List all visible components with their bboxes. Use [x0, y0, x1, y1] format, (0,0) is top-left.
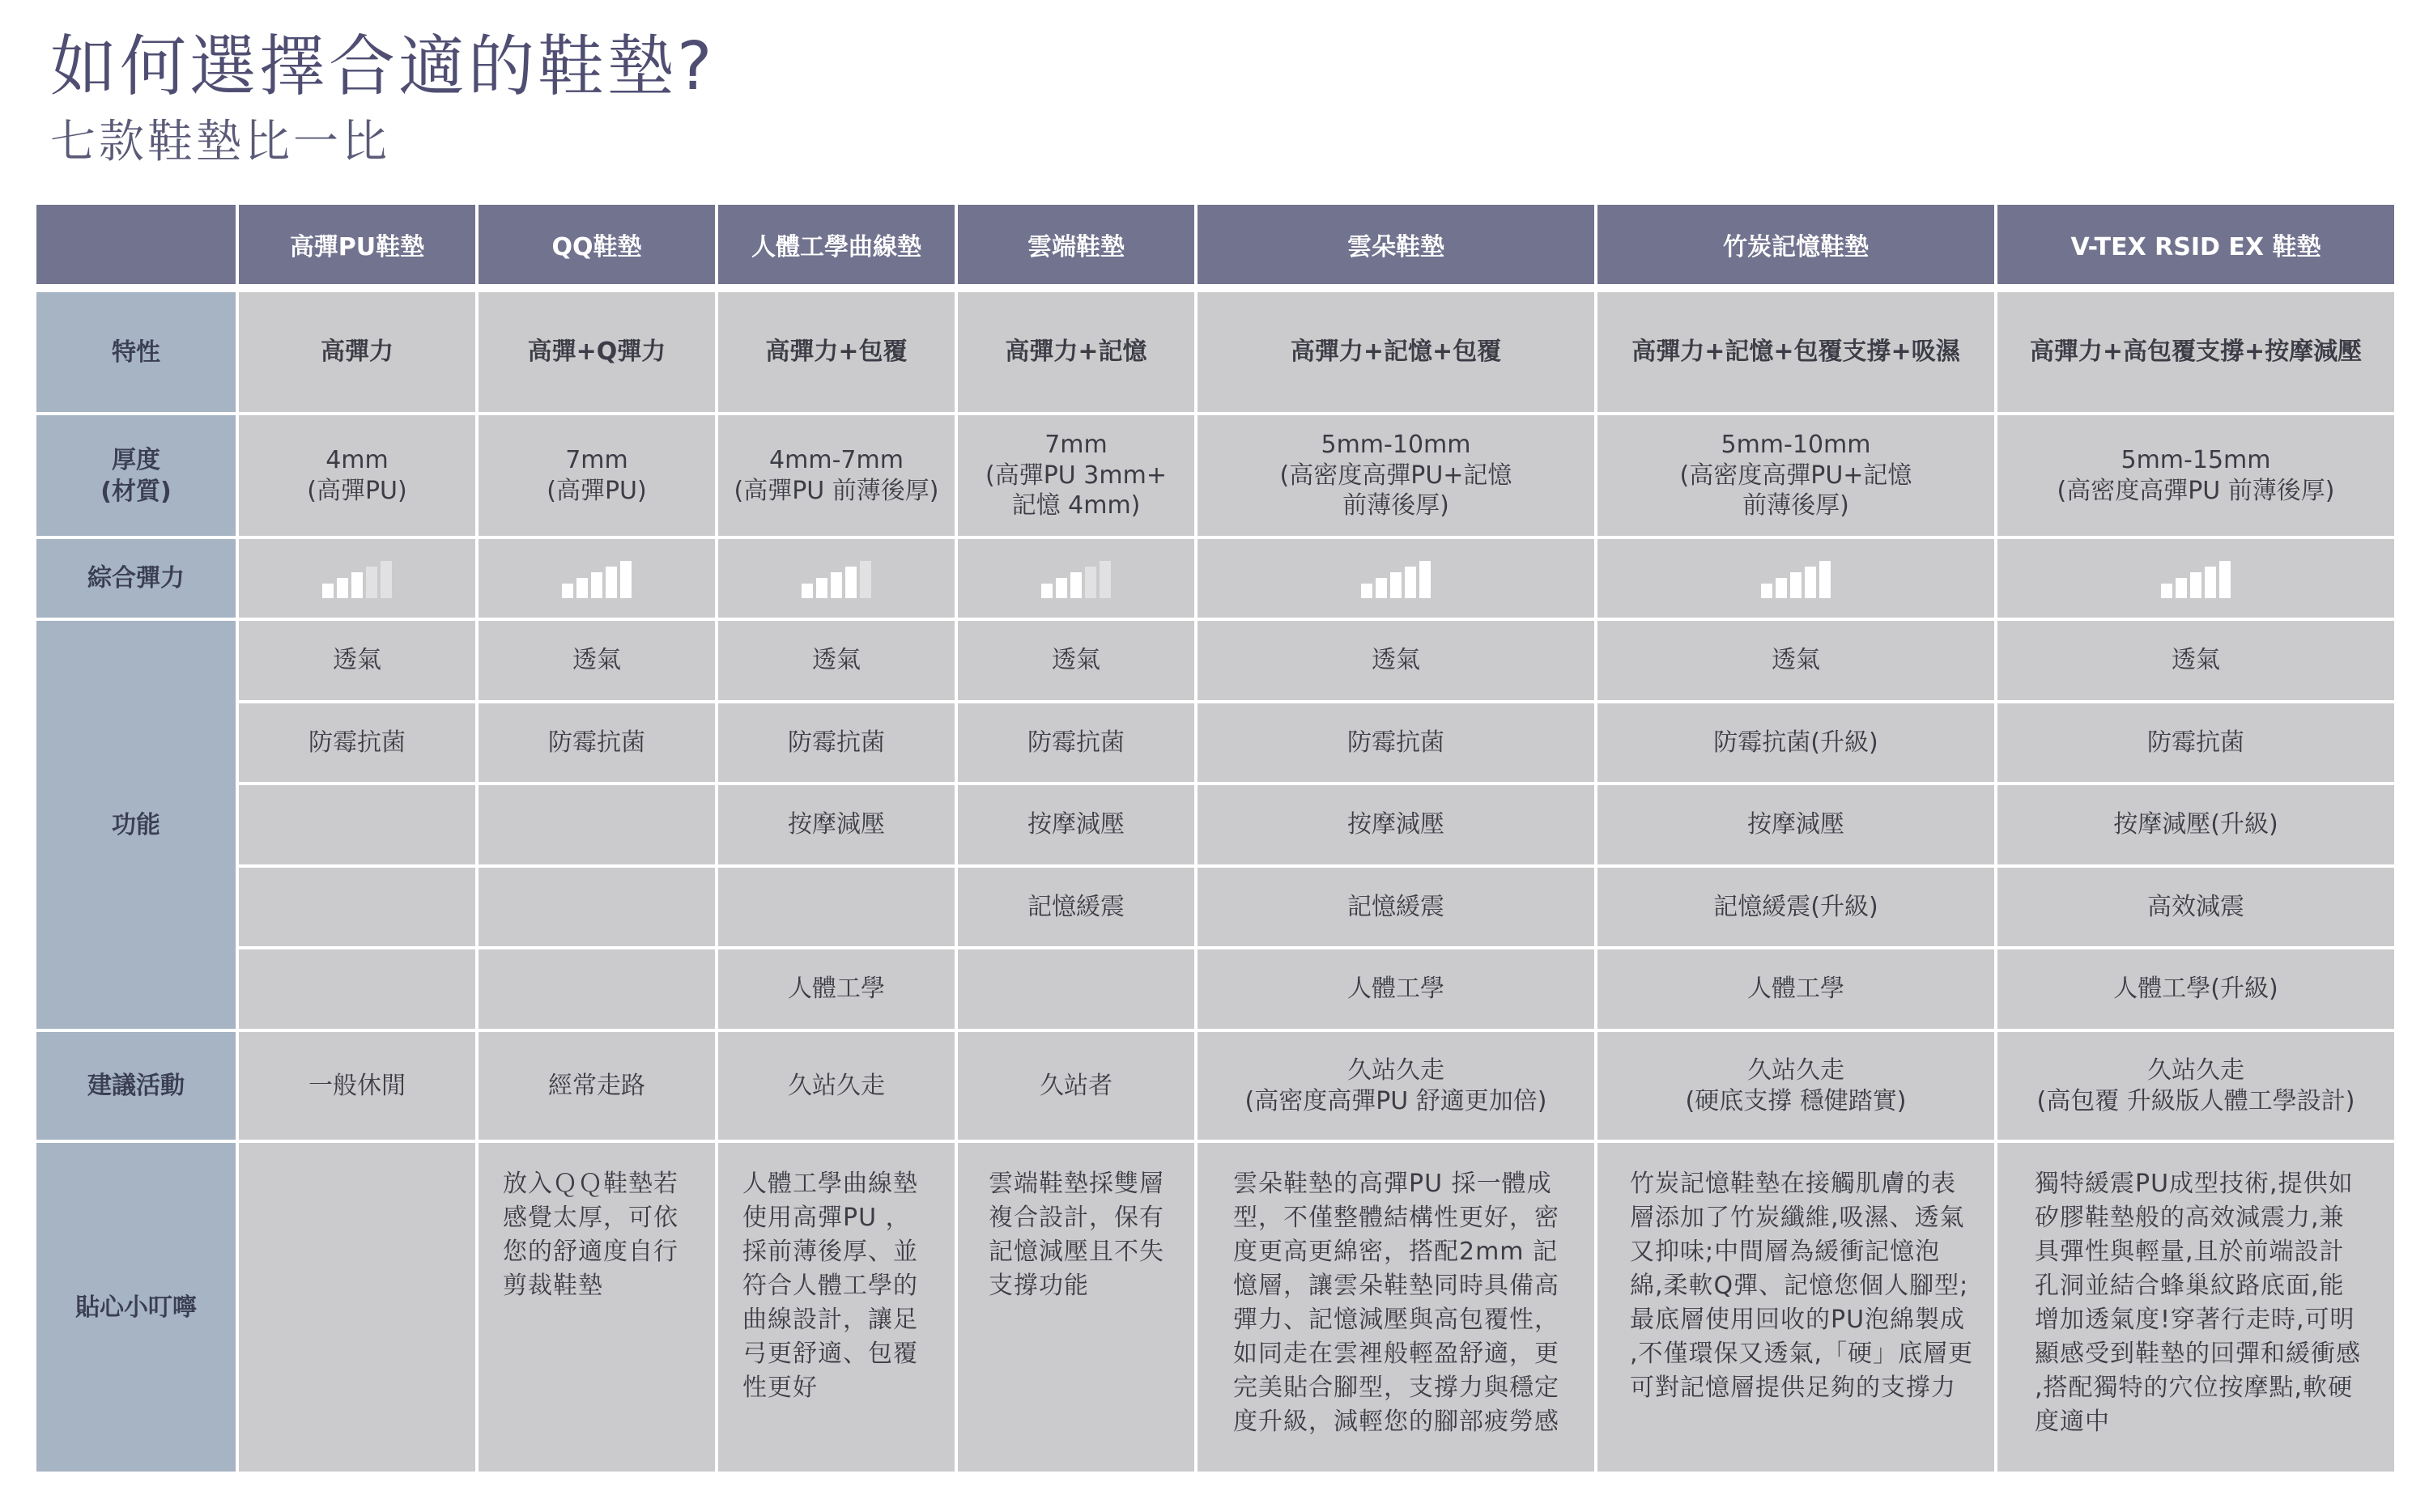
feature-cell: 高彈力+記憶+包覆支撐+吸濕 [1597, 292, 1997, 415]
thickness-cell [958, 415, 1197, 539]
thickness-cell [239, 415, 479, 539]
tip-line: 完美貼合腳型，支撐力與穩定 [1233, 1374, 1559, 1402]
elasticity-bar [1805, 567, 1816, 598]
tip-cell [958, 1143, 1197, 1472]
activity-line: 經常走路 [548, 1071, 645, 1100]
function-cell [718, 868, 958, 949]
elasticity-bar [2190, 572, 2201, 598]
function-cell [479, 949, 718, 1032]
thickness-line: (高彈PU) [307, 476, 407, 505]
thickness-line: (高彈PU 3mm+ [985, 461, 1167, 490]
thickness-cell [479, 415, 718, 539]
activity-cell [718, 1032, 958, 1143]
function-cell: 透氣 [1997, 621, 2397, 703]
elasticity-cell [1597, 539, 1997, 621]
thickness-line: (高彈PU) [547, 476, 647, 505]
elasticity-cell [718, 539, 958, 621]
tip-line: 雲朵鞋墊的高彈PU 採一體成 [1233, 1170, 1552, 1198]
elasticity-bar [351, 572, 363, 598]
thickness-line: (高密度高彈PU+記憶 [1679, 461, 1912, 490]
thickness-line: 5mm-15mm [2121, 446, 2271, 474]
row-label-tips: 貼心小叮嚀 [36, 1143, 239, 1472]
tip-line: 顯感受到鞋墊的回彈和緩衝感 [2035, 1340, 2361, 1368]
function-cell: 防霉抗菌(升級) [1597, 703, 1997, 785]
tip-line: 度更高更綿密，搭配2mm 記 [1233, 1238, 1559, 1266]
elasticity-bar [2205, 567, 2216, 598]
column-header: 雲朵鞋墊 [1197, 205, 1597, 292]
elasticity-bar [1056, 578, 1067, 598]
thickness-line: 前薄後厚) [1342, 491, 1449, 520]
thickness-line: (高密度高彈PU+記憶 [1279, 461, 1512, 490]
tip-line: 增加透氣度!穿著行走時,可明 [2035, 1306, 2355, 1334]
header-corner [36, 205, 239, 292]
thickness-line: 5mm-10mm [1321, 431, 1471, 460]
function-cell: 透氣 [479, 621, 718, 703]
tip-line: 弓更舒適、包覆 [742, 1340, 918, 1368]
tip-line: 使用高彈PU ， [742, 1204, 911, 1232]
function-cell: 記憶緩震(升級) [1597, 868, 1997, 949]
column-header: QQ鞋墊 [479, 205, 718, 292]
row-label-feature: 特性 [36, 292, 239, 415]
elasticity-bar [322, 584, 334, 598]
tip-line: 度升級，減輕您的腳部疲勞感 [1233, 1408, 1559, 1436]
function-cell: 防霉抗菌 [1997, 703, 2397, 785]
column-header: 人體工學曲線墊 [718, 205, 958, 292]
column-header: 雲端鞋墊 [958, 205, 1197, 292]
elasticity-bar [576, 578, 588, 598]
elasticity-meter [322, 559, 392, 598]
function-cell [479, 785, 718, 868]
thickness-cell [1197, 415, 1597, 539]
feature-cell: 高彈+Q彈力 [479, 292, 718, 415]
tip-line: 支撐功能 [989, 1272, 1089, 1300]
elasticity-bar [1419, 561, 1431, 598]
page-subtitle: 七款鞋墊比一比 [50, 116, 390, 168]
thickness-line: 4mm-7mm [769, 446, 904, 474]
tip-line: 複合設計，保有 [989, 1204, 1164, 1232]
activity-line: (高密度高彈PU 舒適更加倍) [1244, 1086, 1547, 1115]
elasticity-bar [1361, 584, 1372, 598]
function-cell [239, 785, 479, 868]
function-cell: 防霉抗菌 [239, 703, 479, 785]
tip-line: 度適中 [2035, 1408, 2110, 1436]
activity-line: 久站久走 [1347, 1056, 1444, 1085]
tip-line: 具彈性與輕量,且於前端設計 [2035, 1238, 2345, 1266]
function-cell: 透氣 [718, 621, 958, 703]
feature-cell: 高彈力+記憶+包覆 [1197, 292, 1597, 415]
activity-cell [1597, 1032, 1997, 1143]
elasticity-bar [366, 567, 377, 598]
elasticity-meter [562, 559, 632, 598]
elasticity-bar [2161, 584, 2172, 598]
tip-line: 綿,柔軟Q彈、記憶您個人腳型; [1630, 1272, 1969, 1300]
feature-cell: 高彈力+包覆 [718, 292, 958, 415]
activity-cell [958, 1032, 1197, 1143]
elasticity-bar [1070, 572, 1082, 598]
function-cell: 按摩減壓 [958, 785, 1197, 868]
tip-line: 雲端鞋墊採雙層 [989, 1170, 1164, 1198]
tip-line: 又抑味;中間層為緩衝記憶泡 [1630, 1238, 1941, 1266]
page-title: 如何選擇合適的鞋墊? [50, 28, 716, 105]
activity-cell [239, 1032, 479, 1143]
function-cell: 高效減震 [1997, 868, 2397, 949]
function-cell: 防霉抗菌 [718, 703, 958, 785]
elasticity-bar [1100, 561, 1111, 598]
thickness-line: 記憶 4mm) [1011, 491, 1141, 520]
thickness-line: 5mm-10mm [1721, 431, 1871, 460]
column-header: 竹炭記憶鞋墊 [1597, 205, 1997, 292]
elasticity-bar [831, 572, 842, 598]
activity-line: (高包覆 升級版人體工學設計) [2036, 1086, 2355, 1115]
elasticity-bar [606, 567, 617, 598]
tip-line: 型，不僅整體結構性更好，密 [1233, 1204, 1559, 1232]
tip-line: 剪裁鞋墊 [503, 1272, 603, 1300]
elasticity-bar [2176, 578, 2187, 598]
tip-line: 竹炭記憶鞋墊在接觸肌膚的表 [1630, 1170, 1956, 1198]
tip-line: ,不僅環保又透氣,「硬」底層更 [1630, 1340, 1974, 1368]
thickness-line: 7mm [565, 446, 628, 474]
activity-line: 久站久走 [2147, 1056, 2244, 1085]
comparison-table [36, 205, 2393, 1476]
thickness-cell [718, 415, 958, 539]
tip-line: 性更好 [742, 1374, 818, 1402]
elasticity-bar [1790, 572, 1802, 598]
elasticity-bar [1776, 578, 1787, 598]
elasticity-meter [802, 559, 871, 598]
elasticity-cell [1197, 539, 1597, 621]
row-label-line: 厚度 [112, 445, 160, 474]
thickness-line: 前薄後厚) [1742, 491, 1849, 520]
tip-line: 矽膠鞋墊般的高效減震力,兼 [2035, 1204, 2345, 1232]
tip-cell [1597, 1143, 1997, 1472]
elasticity-bar [562, 584, 573, 598]
tip-cell [1197, 1143, 1597, 1472]
function-cell: 防霉抗菌 [479, 703, 718, 785]
column-header: 高彈PU鞋墊 [239, 205, 479, 292]
elasticity-bar [1405, 567, 1416, 598]
activity-cell [479, 1032, 718, 1143]
tip-line: 曲線設計，讓足 [742, 1306, 918, 1334]
function-cell: 按摩減壓 [1197, 785, 1597, 868]
elasticity-meter [1361, 559, 1431, 598]
tip-line: 可對記憶層提供足夠的支撐力 [1630, 1374, 1956, 1402]
column-header: V-TEX RSID EX 鞋墊 [1997, 205, 2397, 292]
tip-line: ,搭配獨特的穴位按摩點,軟硬 [2035, 1374, 2354, 1402]
row-label-function: 功能 [36, 621, 239, 1032]
activity-line: 久站者 [1040, 1071, 1112, 1100]
function-cell: 防霉抗菌 [958, 703, 1197, 785]
activity-cell [1197, 1032, 1597, 1143]
function-cell: 人體工學(升級) [1997, 949, 2397, 1032]
elasticity-bar [591, 572, 602, 598]
function-cell [479, 868, 718, 949]
elasticity-bar [845, 567, 857, 598]
elasticity-cell [479, 539, 718, 621]
row-label-thickness [36, 415, 239, 539]
tip-line: 憶層，讓雲朵鞋墊同時具備高 [1233, 1272, 1559, 1300]
elasticity-bar [1376, 578, 1387, 598]
feature-cell: 高彈力+記憶 [958, 292, 1197, 415]
elasticity-bar [802, 584, 813, 598]
feature-cell: 高彈力 [239, 292, 479, 415]
function-cell: 透氣 [958, 621, 1197, 703]
thickness-cell [1997, 415, 2397, 539]
elasticity-bar [1390, 572, 1402, 598]
function-cell: 人體工學 [1197, 949, 1597, 1032]
tip-cell [479, 1143, 718, 1472]
tip-line: 人體工學曲線墊 [742, 1170, 918, 1198]
elasticity-bar [1819, 561, 1831, 598]
elasticity-bar [1041, 584, 1053, 598]
function-cell [958, 949, 1197, 1032]
activity-line: 久站久走 [788, 1071, 885, 1100]
tip-line: 孔洞並結合蜂巢紋路底面,能 [2035, 1272, 2345, 1300]
elasticity-bar [1085, 567, 1096, 598]
tip-line: 獨特緩震PU成型技術,提供如 [2035, 1170, 2354, 1198]
elasticity-meter [1041, 559, 1111, 598]
thickness-cell [1597, 415, 1997, 539]
activity-line: (硬底支撐 穩健踏實) [1685, 1086, 1907, 1115]
function-cell: 透氣 [1197, 621, 1597, 703]
function-cell: 透氣 [239, 621, 479, 703]
row-label-activity: 建議活動 [36, 1032, 239, 1143]
tip-line: 彈力、記憶減壓與高包覆性， [1233, 1306, 1559, 1334]
function-cell: 記憶緩震 [1197, 868, 1597, 949]
tip-cell [718, 1143, 958, 1472]
function-cell: 防霉抗菌 [1197, 703, 1597, 785]
function-cell: 按摩減壓(升級) [1997, 785, 2397, 868]
function-cell: 人體工學 [718, 949, 958, 1032]
elasticity-bar [860, 561, 871, 598]
activity-line: 久站久走 [1747, 1056, 1844, 1085]
elasticity-cell [958, 539, 1197, 621]
activity-line: 一般休閒 [308, 1071, 406, 1100]
thickness-line: (高密度高彈PU 前薄後厚) [2057, 476, 2335, 505]
tip-line: 感覺太厚，可依 [503, 1204, 679, 1232]
tip-line: 最底層使用回收的PU泡綿製成 [1630, 1306, 1966, 1334]
activity-cell [1997, 1032, 2397, 1143]
tip-cell [239, 1143, 479, 1472]
function-cell [239, 949, 479, 1032]
row-label-line: (材質) [100, 477, 172, 506]
elasticity-cell [1997, 539, 2397, 621]
elasticity-cell [239, 539, 479, 621]
elasticity-bar [816, 578, 827, 598]
feature-cell: 高彈力+高包覆支撐+按摩減壓 [1997, 292, 2397, 415]
function-cell: 按摩減壓 [718, 785, 958, 868]
tip-line: 您的舒適度自行 [503, 1238, 679, 1266]
tip-line: 如同走在雲裡般輕盈舒適，更 [1233, 1340, 1559, 1368]
thickness-line: 4mm [325, 446, 389, 474]
tip-line: 放入ＱＱ鞋墊若 [503, 1170, 679, 1198]
tip-line: 層添加了竹炭纖維,吸濕、透氣 [1630, 1204, 1965, 1232]
row-label-elasticity: 綜合彈力 [36, 539, 239, 621]
function-cell: 人體工學 [1597, 949, 1997, 1032]
function-cell [239, 868, 479, 949]
elasticity-bar [381, 561, 392, 598]
function-cell: 按摩減壓 [1597, 785, 1997, 868]
tip-line: 記憶減壓且不失 [989, 1238, 1164, 1266]
elasticity-bar [620, 561, 632, 598]
elasticity-bar [337, 578, 348, 598]
elasticity-meter [2161, 559, 2231, 598]
tip-line: 符合人體工學的 [742, 1272, 918, 1300]
function-cell: 記憶緩震 [958, 868, 1197, 949]
elasticity-bar [2219, 561, 2231, 598]
elasticity-bar [1761, 584, 1772, 598]
elasticity-meter [1761, 559, 1831, 598]
thickness-line: 7mm [1044, 431, 1108, 460]
thickness-line: (高彈PU 前薄後厚) [734, 476, 939, 505]
tip-line: 採前薄後厚、並 [742, 1238, 918, 1266]
tip-cell [1997, 1143, 2397, 1472]
function-cell: 透氣 [1597, 621, 1997, 703]
